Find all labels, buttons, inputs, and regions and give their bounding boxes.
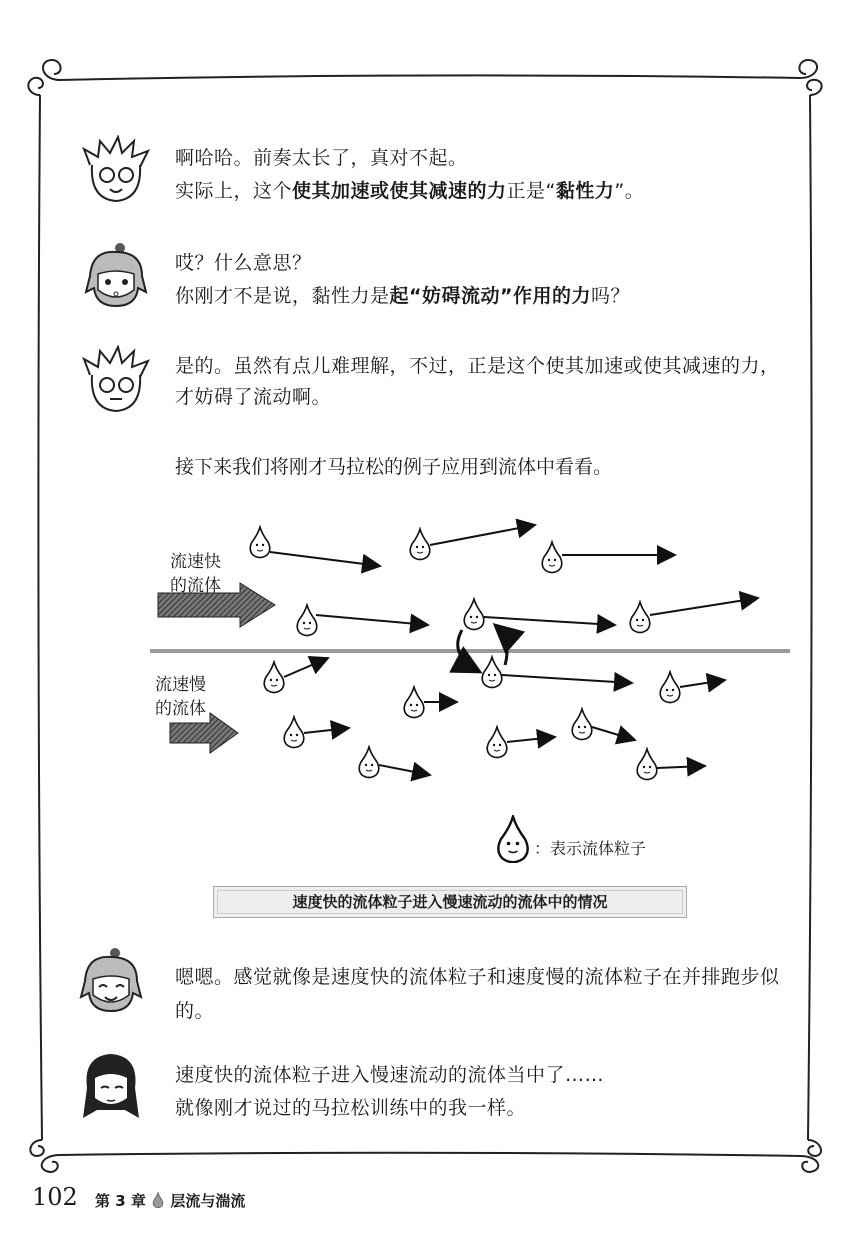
fluid-particle (630, 602, 650, 633)
dialogue-line: 就像刚才说过的马拉松训练中的我一样。 (175, 1097, 527, 1119)
figure-caption (213, 886, 687, 918)
fluid-particle (410, 529, 430, 560)
velocity-arrow (484, 617, 615, 625)
text-segment: 啊哈哈。前奏太长了，真对不起。 (175, 147, 468, 169)
velocity-arrow (304, 728, 349, 733)
page-number: 102 (32, 1183, 78, 1211)
chapter-title: 层流与湍流 (170, 1192, 246, 1210)
fluid-particle (404, 687, 424, 718)
drop-icon (151, 1192, 165, 1208)
chapter-heading (95, 1190, 245, 1211)
flow-diagram (150, 515, 790, 875)
fluid-particle (637, 749, 657, 780)
velocity-arrow (507, 737, 555, 742)
dialogue-line (175, 178, 644, 204)
fluid-particle (284, 717, 304, 748)
fluid-particle (264, 662, 284, 693)
fluid-particle (482, 657, 502, 688)
text-segment: 你刚才不是说，黏性力是 (175, 285, 390, 307)
chapter-label: 第 3 章 (95, 1192, 146, 1210)
text-segment: 吗？ (591, 285, 631, 307)
exchange-arrow (495, 625, 507, 665)
fluid-particle (297, 605, 317, 636)
velocity-arrow (657, 766, 705, 768)
legend-label: ：表示流体粒子 (534, 839, 647, 858)
caption-text: 速度快的流体粒子进入慢速流动的流体中的情况 (292, 893, 608, 911)
dialogue-line (175, 283, 630, 309)
fluid-particle (542, 542, 562, 573)
velocity-arrow (502, 675, 632, 683)
velocity-arrow (270, 552, 380, 566)
text-segment: 是的。虽然有点儿难理解，不过，正是这个使其加速或使其减速的力， (175, 355, 780, 377)
text-segment: 哎？什么意思？ (175, 252, 312, 274)
emphasis-text: 使其加速或使其减速的力 (292, 180, 507, 202)
fluid-particle (359, 747, 379, 778)
dialogue-line (175, 384, 331, 410)
legend-particle (498, 817, 527, 863)
fluid-particle (464, 599, 484, 630)
velocity-arrow (680, 680, 725, 687)
woman-avatar (75, 1048, 147, 1120)
girl-avatar (80, 240, 152, 312)
lead-text: 接下来我们将刚才马拉松的例子应用到流体中看看。 (175, 456, 613, 478)
slow-flow-label: 流速慢 的流体 (155, 675, 206, 719)
fluid-particle (487, 727, 507, 758)
dialogue-line: 速度快的流体粒子进入慢速流动的流体当中了…… (175, 1064, 605, 1086)
emphasis-text: 起“妨碍流动”作用的力 (389, 285, 591, 307)
fluid-particle (572, 709, 592, 740)
text-segment: 才妨碍了流动啊。 (175, 386, 332, 408)
dialogue-line (175, 250, 312, 276)
professor-avatar (80, 135, 152, 207)
text-segment: ”。 (614, 180, 645, 202)
fast-flow-label: 流速快 的流体 (170, 552, 221, 596)
professor-avatar (80, 345, 152, 417)
velocity-arrow (430, 525, 535, 545)
fluid-particle (250, 527, 270, 558)
velocity-arrow (284, 658, 328, 677)
emphasis-text: 黏性力 (555, 180, 615, 202)
fluid-particle (660, 672, 680, 703)
dialogue-text: 嗯嗯。感觉就像是速度快的流体粒子和速度慢的流体粒子在并排跑步似的。 (175, 966, 780, 1022)
text-segment: 实际上，这个 (175, 180, 293, 202)
velocity-arrow (592, 727, 635, 740)
velocity-arrow (379, 765, 430, 775)
dialogue-line (175, 353, 780, 379)
text-segment: 正是“ (506, 180, 556, 202)
dialogue-line (175, 145, 468, 171)
velocity-arrow (316, 615, 428, 625)
girl-avatar (75, 945, 147, 1017)
velocity-arrow (650, 598, 758, 615)
